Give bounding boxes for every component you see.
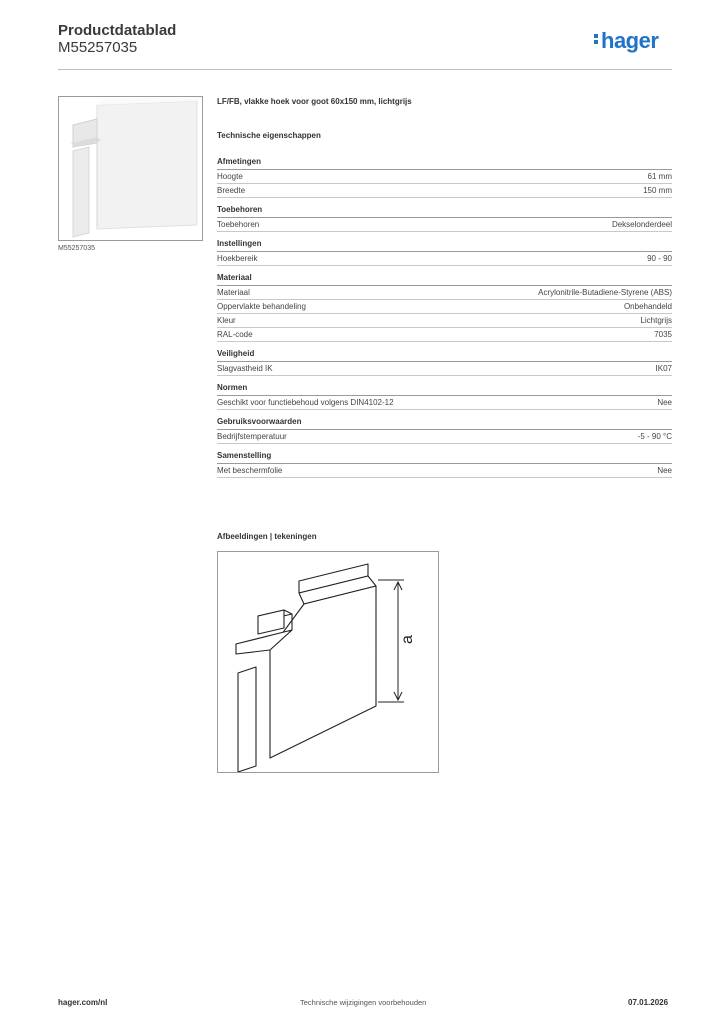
spec-section-materiaal xyxy=(217,271,672,342)
dimension-label: a xyxy=(399,635,416,644)
spec-label: Kleur xyxy=(217,316,236,325)
spec-section-veiligheid xyxy=(217,347,672,376)
spec-value: 7035 xyxy=(654,330,672,339)
drawings-heading: Afbeeldingen | tekeningen xyxy=(217,532,317,541)
footer-website[interactable]: hager.com/nl xyxy=(58,998,108,1007)
product-title: LF/FB, vlakke hoek voor goot 60x150 mm, lichtgrijs xyxy=(217,97,412,106)
logo-dots-icon xyxy=(594,32,599,46)
spec-value: Dekselonderdeel xyxy=(611,220,672,229)
spec-section-gebruiksvoorwaarden xyxy=(217,415,672,444)
footer-date: 07.01.2026 xyxy=(628,998,669,1007)
spec-label: Bedrijfstemperatuur xyxy=(217,432,287,441)
brand-name: hager xyxy=(601,28,659,53)
spec-label: Toebehoren xyxy=(217,220,260,229)
product-photo xyxy=(58,96,203,241)
spec-label: RAL-code xyxy=(217,330,253,339)
spec-row xyxy=(217,396,672,410)
spec-value: Nee xyxy=(657,398,672,407)
spec-label: Met beschermfolie xyxy=(217,466,283,475)
product-photo-illustration xyxy=(59,97,202,240)
spec-section-heading: Materiaal xyxy=(217,271,672,286)
spec-label: Slagvastheid IK xyxy=(217,364,273,373)
spec-section-heading: Veiligheid xyxy=(217,347,672,362)
spec-row xyxy=(217,430,672,444)
spec-value: 150 mm xyxy=(643,186,672,195)
spec-row xyxy=(217,184,672,198)
product-photo-caption: M55257035 xyxy=(58,245,95,252)
spec-section-toebehoren xyxy=(217,203,672,232)
spec-row xyxy=(217,464,672,478)
spec-value: Onbehandeld xyxy=(623,302,672,311)
spec-row xyxy=(217,218,672,232)
spec-section-heading: Instellingen xyxy=(217,237,672,252)
spec-row xyxy=(217,328,672,342)
spec-value: Lichtgrijs xyxy=(640,316,672,325)
spec-value: Acrylonitrile-Butadiene-Styrene (ABS) xyxy=(538,288,672,297)
header-divider xyxy=(58,69,672,70)
spec-row xyxy=(217,362,672,376)
spec-value: 61 mm xyxy=(647,172,672,181)
spec-label: Oppervlakte behandeling xyxy=(217,302,306,311)
spec-value: 90 - 90 xyxy=(647,254,672,263)
spec-section-normen xyxy=(217,381,672,410)
spec-label: Geschikt voor functiebehoud volgens DIN4102-12 xyxy=(217,398,394,407)
spec-label: Hoogte xyxy=(217,172,243,181)
footer-disclaimer: Technische wijzigingen voorbehouden xyxy=(300,998,427,1007)
spec-section-afmetingen xyxy=(217,155,672,198)
technical-drawing-svg xyxy=(218,552,438,772)
product-code: M55257035 xyxy=(58,39,138,56)
spec-row xyxy=(217,252,672,266)
spec-row xyxy=(217,286,672,300)
tech-heading: Technische eigenschappen xyxy=(217,131,321,140)
spec-row xyxy=(217,314,672,328)
spec-row xyxy=(217,300,672,314)
spec-section-heading: Afmetingen xyxy=(217,155,672,170)
spec-section-instellingen xyxy=(217,237,672,266)
spec-section-heading: Samenstelling xyxy=(217,449,672,464)
spec-section-heading: Normen xyxy=(217,381,672,396)
spec-section-samenstelling xyxy=(217,449,672,478)
spec-section-heading: Toebehoren xyxy=(217,203,672,218)
technical-drawing xyxy=(217,551,439,773)
spec-section-heading: Gebruiksvoorwaarden xyxy=(217,415,672,430)
spec-table xyxy=(217,155,672,483)
hager-logo xyxy=(594,28,658,54)
spec-value: IK07 xyxy=(655,364,672,373)
spec-row xyxy=(217,170,672,184)
spec-value: Nee xyxy=(657,466,672,475)
spec-label: Hoekbereik xyxy=(217,254,258,263)
spec-label: Breedte xyxy=(217,186,246,195)
page-title: Productdatablad xyxy=(58,22,177,39)
spec-label: Materiaal xyxy=(217,288,250,297)
spec-value: -5 - 90 °C xyxy=(637,432,672,441)
